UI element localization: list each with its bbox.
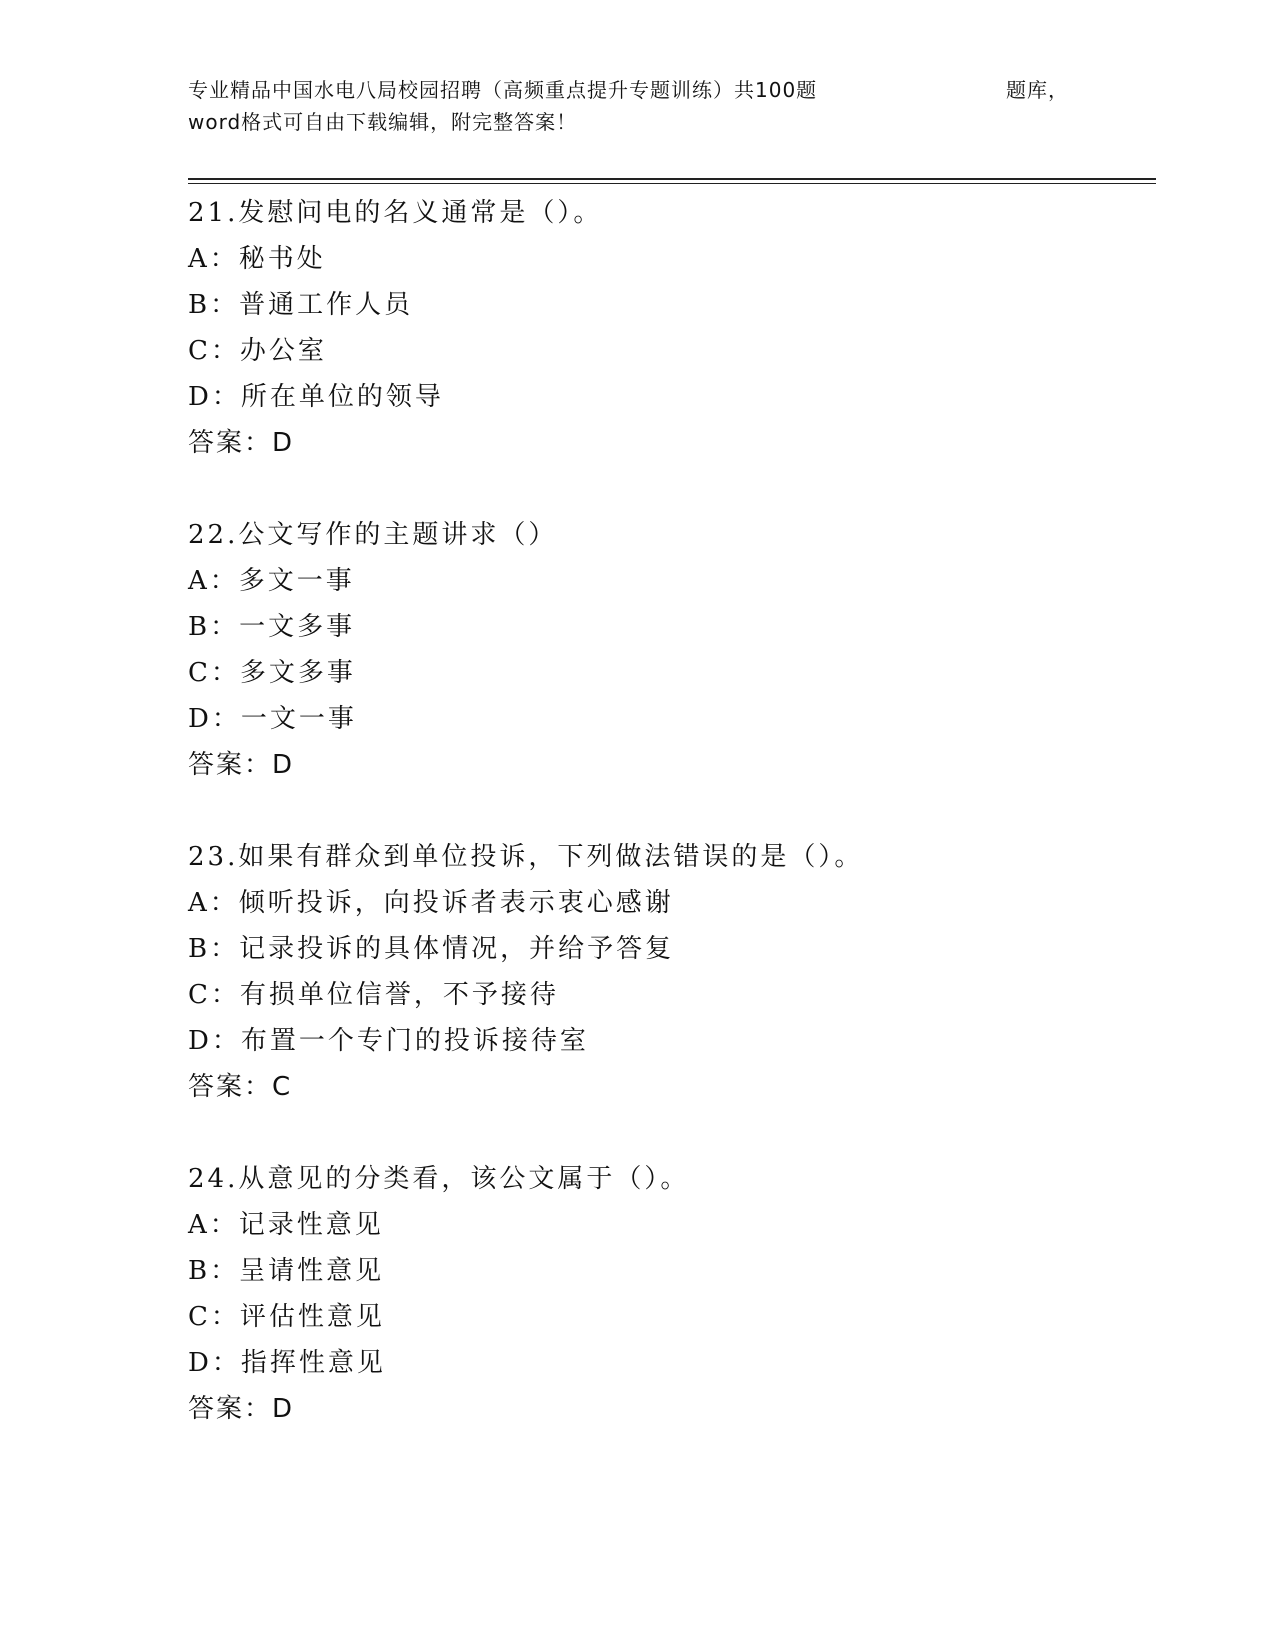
answer-label: 答案：	[188, 1394, 273, 1424]
option-a: A：记录性意见	[188, 1210, 384, 1240]
option-a: A：秘书处	[188, 244, 326, 274]
header-divider-thick	[188, 178, 1156, 180]
answer-value: C	[272, 1072, 293, 1102]
question-item	[188, 512, 1148, 788]
header-divider-thin	[188, 183, 1156, 184]
header-title: 专业精品中国水电八局校园招聘（高频重点提升专题训练）共100题	[188, 78, 818, 102]
question-item	[188, 190, 1148, 466]
option-d: D：指挥性意见	[188, 1348, 386, 1378]
option-a: A：多文一事	[188, 566, 355, 596]
answer-line	[188, 420, 1148, 466]
answer-value: D	[272, 750, 295, 780]
answer-value: D	[272, 1394, 295, 1424]
question-list	[188, 190, 1148, 1478]
question-stem: 23.如果有群众到单位投诉，下列做法错误的是（）。	[188, 842, 864, 872]
answer-label: 答案：	[188, 428, 273, 458]
question-item	[188, 834, 1148, 1110]
option-c: C：多文多事	[188, 658, 356, 688]
option-b: B：呈请性意见	[188, 1256, 385, 1286]
option-d: D：所在单位的领导	[188, 382, 444, 412]
answer-line	[188, 1064, 1148, 1110]
option-b: B：普通工作人员	[188, 290, 414, 320]
question-stem: 24.从意见的分类看，该公文属于（）。	[188, 1164, 690, 1194]
answer-value: D	[272, 428, 295, 458]
option-c: C：办公室	[188, 336, 327, 366]
document-header	[188, 74, 1088, 138]
option-c: C：有损单位信誉，不予接待	[188, 980, 559, 1010]
header-subtitle: word格式可自由下载编辑，附完整答案！	[188, 110, 578, 134]
option-d: D：布置一个专门的投诉接待室	[188, 1026, 589, 1056]
header-title-tail: 题库，	[1006, 78, 1069, 102]
question-stem: 22.公文写作的主题讲求（）	[188, 520, 558, 550]
answer-label: 答案：	[188, 750, 273, 780]
question-item	[188, 1156, 1148, 1432]
question-stem: 21.发慰问电的名义通常是（）。	[188, 198, 603, 228]
option-d: D：一文一事	[188, 704, 357, 734]
option-c: C：评估性意见	[188, 1302, 385, 1332]
answer-label: 答案：	[188, 1072, 273, 1102]
answer-line	[188, 742, 1148, 788]
header-title-line	[188, 74, 1088, 106]
answer-line	[188, 1386, 1148, 1432]
option-b: B：记录投诉的具体情况，并给予答复	[188, 934, 675, 964]
option-a: A：倾听投诉，向投诉者表示衷心感谢	[188, 888, 674, 918]
option-b: B：一文多事	[188, 612, 356, 642]
